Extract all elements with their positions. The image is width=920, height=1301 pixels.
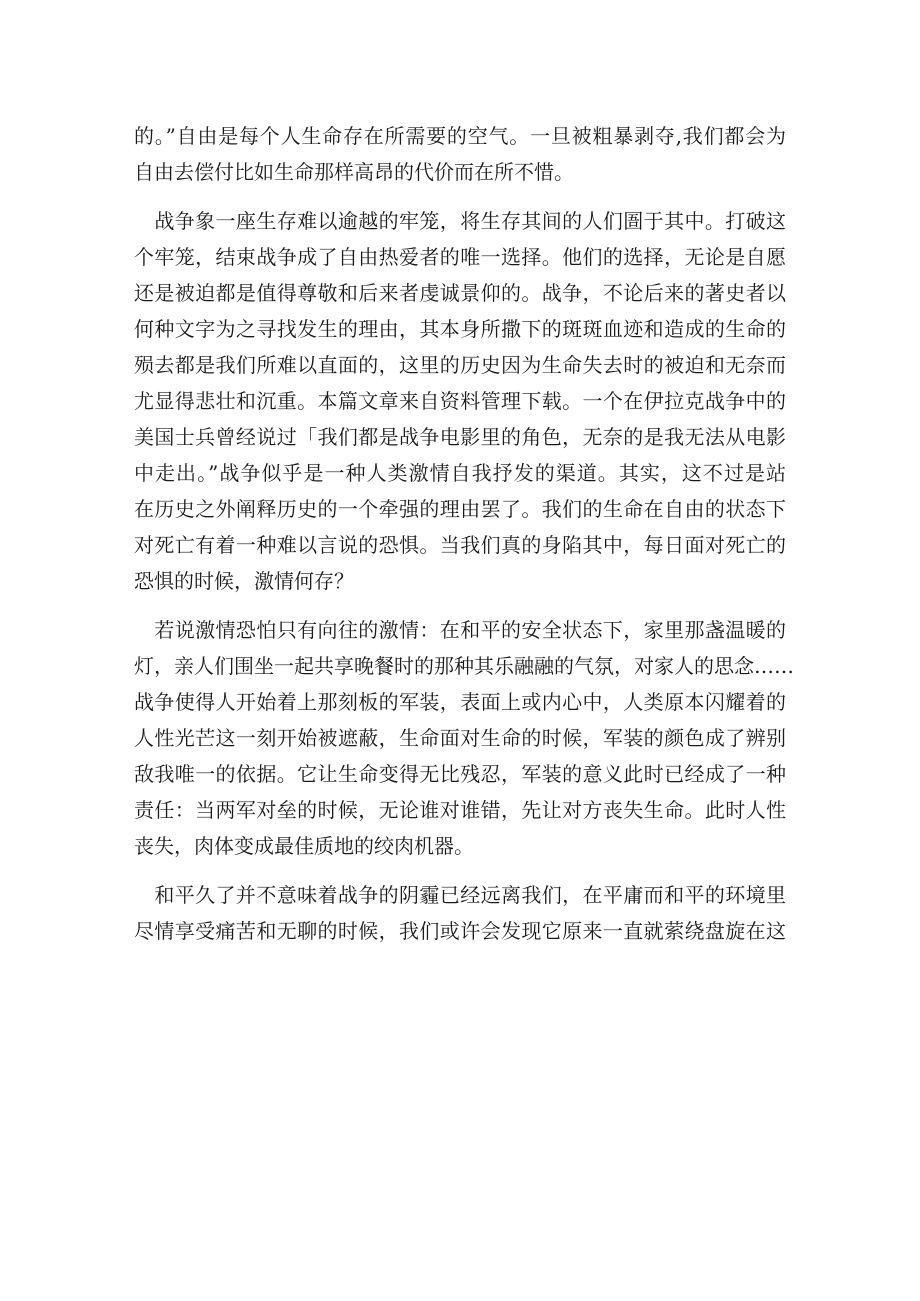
text-line: 恐惧的时候，激情何存？ xyxy=(134,569,354,593)
text-line: 何种文字为之寻找发生的理由，其本身所撒下的斑斑血迹和造成的生命的 xyxy=(134,317,786,341)
text-line: 战争使得人开始着上那刻板的军装，表面上或内心中，人类原本闪耀着的 xyxy=(134,690,786,714)
text-line: 中走出。”战争似乎是一种人类激情自我抒发的渠道。其实，这不过是站 xyxy=(134,461,786,485)
text-line: 人性光芒这一刻开始被遮蔽，生命面对生命的时候，军装的颜色成了辨别 xyxy=(134,726,786,750)
text-line: 战争象一座生存难以逾越的牢笼，将生存其间的人们圄于其中。打破这 xyxy=(134,209,786,233)
text-line: 对死亡有着一种难以言说的恐惧。当我们真的身陷其中，每日面对死亡的 xyxy=(134,533,786,557)
text-line: 在历史之外阐释历史的一个牵强的理由罢了。我们的生命在自由的状态下 xyxy=(134,497,786,521)
text-line: 责任：当两军对垒的时候，无论谁对谁错，先让对方丧失生命。此时人性 xyxy=(134,798,786,822)
paragraph-3 xyxy=(134,612,794,864)
text-line: 美国士兵曾经说过「我们都是战争电影里的角色，无奈的是我无法从电影 xyxy=(134,425,786,449)
text-line: 还是被迫都是值得尊敬和后来者虔诚景仰的。战争，不论后来的著史者以 xyxy=(134,281,786,305)
text-line: 和平久了并不意味着战争的阴霾已经远离我们，在平庸而和平的环境里 xyxy=(134,883,786,907)
text-line: 尤显得悲壮和沉重。本篇文章来自资料管理下载。一个在伊拉克战争中的 xyxy=(134,389,786,413)
text-line: 殒去都是我们所难以直面的，这里的历史因为生命失去时的被迫和无奈而 xyxy=(134,353,786,377)
paragraph-4 xyxy=(134,877,786,949)
text-line: 若说激情恐怕只有向往的激情：在和平的安全状态下，家里那盏温暖的 xyxy=(134,618,786,642)
text-line: 自由去偿付比如生命那样高昂的代价而在所不惜。 xyxy=(134,160,574,184)
text-line: 敌我唯一的依据。它让生命变得无比残忍，军装的意义此时已经成了一种 xyxy=(134,762,786,786)
text-line: 灯，亲人们围坐一起共享晚餐时的那种其乐融融的气氛，对家人的思念…… xyxy=(134,654,794,678)
paragraph-2 xyxy=(134,203,786,599)
paragraph-1 xyxy=(134,118,786,190)
text-line: 个牢笼，结束战争成了自由热爱者的唯一选择。他们的选择，无论是自愿 xyxy=(134,245,786,269)
text-line: 的。”自由是每个人生命存在所需要的空气。一旦被粗暴剥夺,我们都会为 xyxy=(134,124,786,148)
text-line: 丧失，肉体变成最佳质地的绞肉机器。 xyxy=(134,834,474,858)
text-line: 尽情享受痛苦和无聊的时候，我们或许会发现它原来一直就萦绕盘旋在这 xyxy=(134,919,786,943)
article-body xyxy=(134,118,794,962)
